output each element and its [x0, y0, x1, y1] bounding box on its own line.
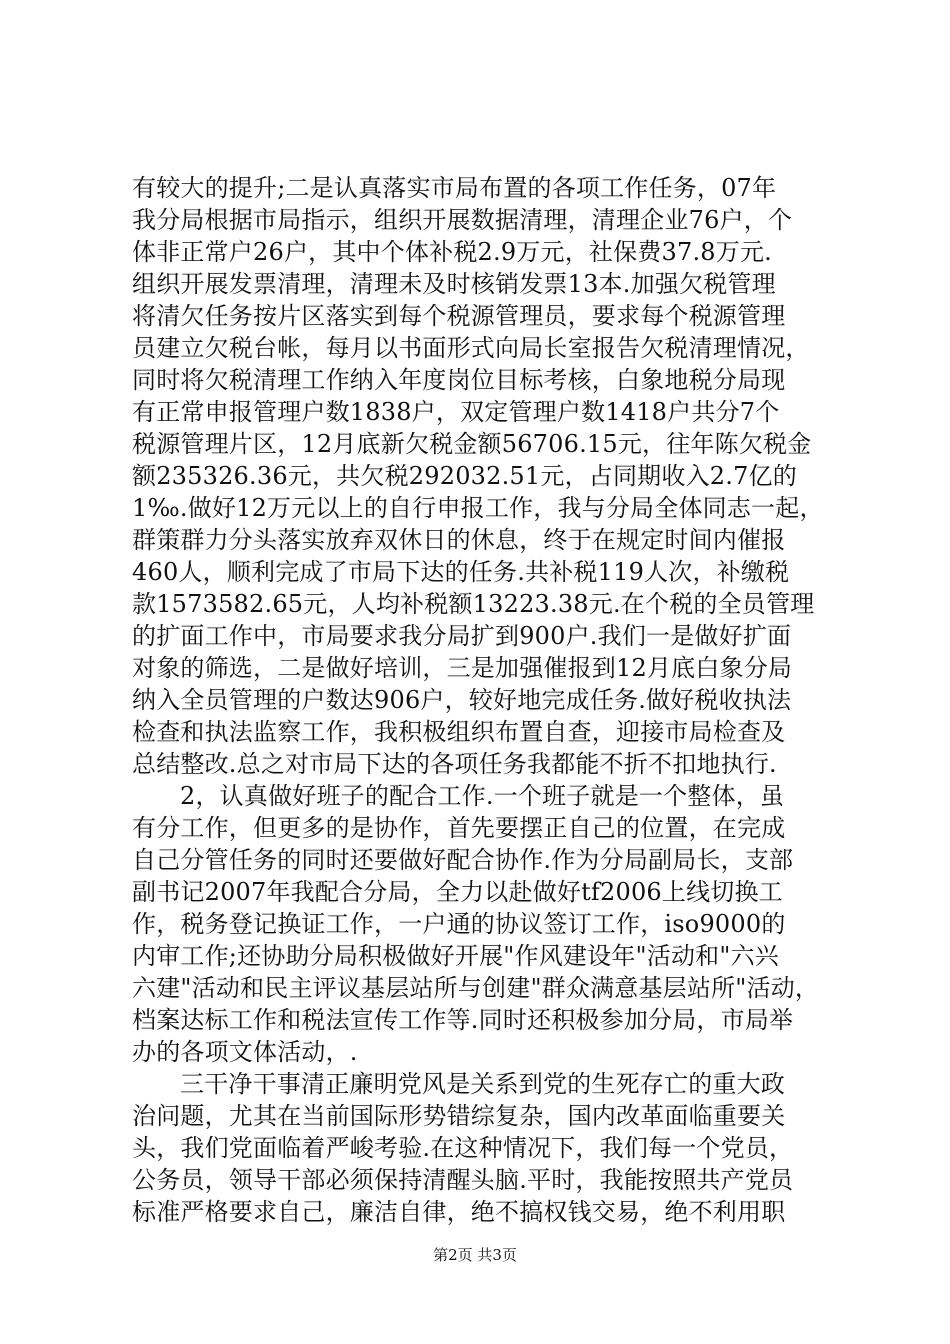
text-line: 460人，顺利完成了市局下达的任务.共补税119人次，补缴税 [132, 558, 790, 586]
text-line: 档案达标工作和税法宣传工作等.同时还积极参加分局，市局举 [132, 1006, 794, 1034]
text-line: 有正常申报管理户数1838户，双定管理户数1418户共分7个 [132, 398, 780, 426]
text-line: 三干净干事清正廉明党风是关系到党的生死存亡的重大政 [180, 1070, 785, 1098]
text-line: 1‰.做好12万元以上的自行申报工作，我与分局全体同志一起， [132, 494, 824, 522]
text-line: 的扩面工作中，市局要求我分局扩到900户.我们一是做好扩面 [132, 622, 792, 650]
text-line: 检查和执法监察工作，我积极组织布置自查，迎接市局检查及 [132, 718, 786, 746]
text-line: 纳入全员管理的户数达906户，较好地完成任务.做好税收执法 [132, 686, 792, 714]
text-line: 税源管理片区，12月底新欠税金额56706.15元，往年陈欠税金 [132, 430, 812, 458]
text-line: 有较大的提升;二是认真落实市局布置的各项工作任务，07年 [132, 174, 777, 202]
text-line: 对象的筛选，二是做好培训，三是加强催报到12月底白象分局 [132, 654, 793, 682]
text-line: 总结整改.总之对市局下达的各项任务我都能不折不扣地执行. [132, 750, 777, 778]
text-line: 体非正常户26户，其中个体补税2.9万元，社保费37.8万元. [132, 238, 772, 266]
text-line: 同时将欠税清理工作纳入年度岗位目标考核，白象地税分局现 [132, 366, 786, 394]
text-line: 标准严格要求自己，廉洁自律，绝不搞权钱交易，绝不利用职 [132, 1198, 786, 1226]
text-line: 将清欠任务按片区落实到每个税源管理员，要求每个税源管理 [132, 302, 786, 330]
text-line: 办的各项文体活动，. [132, 1038, 358, 1066]
text-line: 员建立欠税台帐，每月以书面形式向局长室报告欠税清理情况， [132, 334, 810, 362]
text-line: 六建"活动和民主评议基层站所与创建"群众满意基层站所"活动， [132, 974, 820, 1002]
text-line: 群策群力分头落实放弃双休日的休息，终于在规定时间内催报 [132, 526, 786, 554]
text-line: 2，认真做好班子的配合工作.一个班子就是一个整体，虽 [180, 782, 785, 810]
document-body [132, 172, 832, 1228]
text-line: 款1573582.65元，人均补税额13223.38元.在个税的全员管理 [132, 590, 815, 618]
paragraph-2 [132, 780, 832, 1068]
paragraph-3 [132, 1068, 832, 1228]
text-line: 头，我们党面临着严峻考验.在这种情况下，我们每一个党员， [132, 1134, 794, 1162]
paragraph-1 [132, 172, 832, 780]
text-line: 内审工作;还协助分局积极做好开展"作风建设年"活动和"六兴 [132, 942, 780, 970]
text-line: 治问题，尤其在当前国际形势错综复杂，国内改革面临重要关 [132, 1102, 786, 1130]
text-line: 有分工作，但更多的是协作，首先要摆正自己的位置，在完成 [132, 814, 786, 842]
text-line: 副书记2007年我配合分局，全力以赴做好tf2006上线切换工 [132, 878, 783, 906]
text-line: 作，税务登记换证工作，一户通的协议签订工作，iso9000的 [132, 910, 786, 938]
text-line: 我分局根据市局指示，组织开展数据清理，清理企业76户，个 [132, 206, 793, 234]
text-line: 公务员，领导干部必须保持清醒头脑.平时，我能按照共产党员 [132, 1166, 794, 1194]
text-line: 额235326.36元，共欠税292032.51元，占同期收入2.7亿的 [132, 462, 797, 490]
page-number: 第2页 共3页 [433, 1246, 517, 1264]
text-line: 自己分管任务的同时还要做好配合协作.作为分局副局长，支部 [132, 846, 794, 874]
text-line: 组织开展发票清理，清理未及时核销发票13本.加强欠税管理 [132, 270, 776, 298]
page-footer [0, 1245, 950, 1265]
